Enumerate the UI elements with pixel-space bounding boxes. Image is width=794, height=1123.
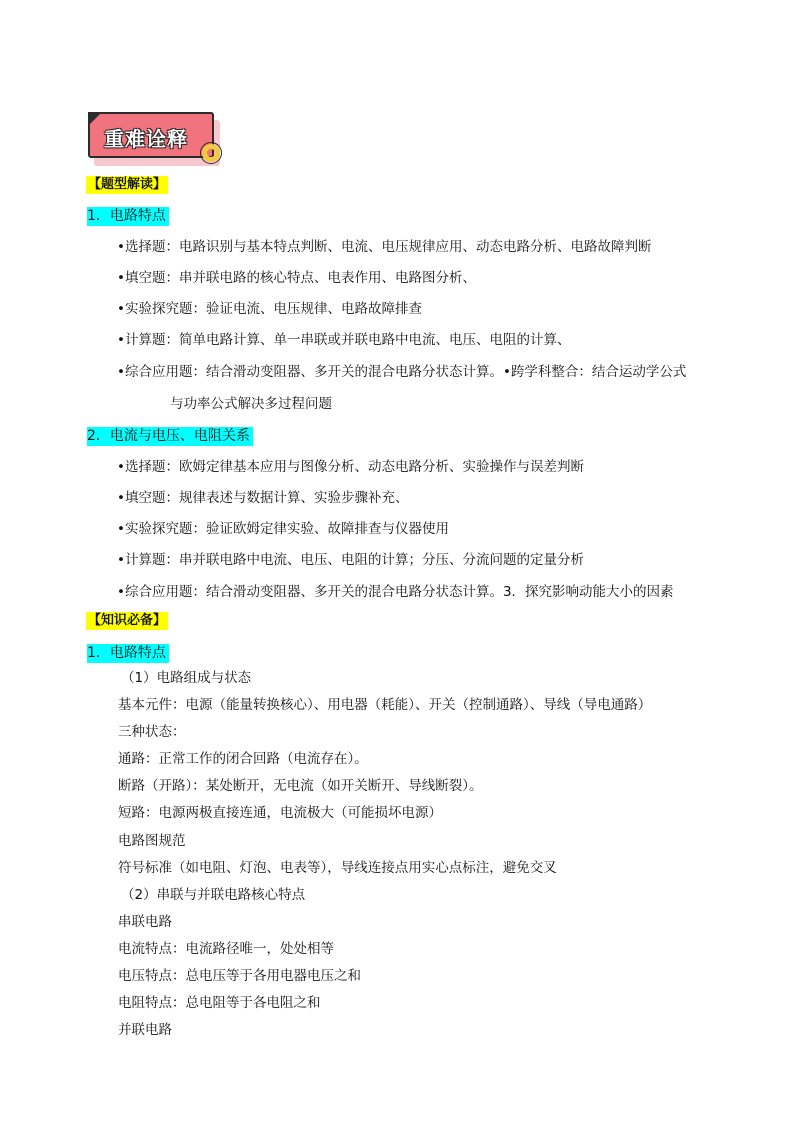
knowledge-line: 串联电路 — [118, 914, 172, 930]
list-item: •计算题：简单电路计算、单一串联或并联电路中电流、电压、电阻的计算、 — [117, 332, 571, 348]
knowledge-line: 电压特点：总电压等于各用电器电压之和 — [118, 968, 361, 984]
banner-title: 重难诠释 — [104, 127, 188, 151]
subheading: （1）电路组成与状态 — [121, 670, 252, 686]
knowledge-line: 符号标准（如电阻、灯泡、电表等），导线连接点用实心点标注，避免交叉 — [118, 860, 557, 876]
knowledge-line: 并联电路 — [118, 1022, 172, 1038]
list-item: •选择题：欧姆定律基本应用与图像分析、动态电路分析、实验操作与误差判断 — [117, 459, 584, 475]
list-item: •计算题：串并联电路中电流、电压、电阻的计算；分压、分流问题的定量分析 — [117, 552, 584, 568]
knowledge-line: 断路（开路）：某处断开，无电流（如开关断开、导线断裂）。 — [118, 778, 483, 794]
list-item: •填空题：规律表述与数据计算、实验步骤补充、 — [117, 490, 409, 506]
subheading: （2）串联与并联电路核心特点 — [121, 887, 306, 903]
knowledge-line: 电流特点：电流路径唯一，处处相等 — [118, 941, 334, 957]
topic-heading-circuit-features-knowledge: 1．电路特点 — [87, 644, 169, 663]
knowledge-line: 基本元件：电源（能量转换核心）、用电器（耗能）、开关（控制通路）、导线（导电通路） — [118, 697, 652, 713]
knowledge-line: 电阻特点：总电阻等于各电阻之和 — [118, 995, 321, 1011]
list-item: •实验探究题：验证欧姆定律实验、故障排查与仪器使用 — [117, 521, 449, 537]
banner-corner — [88, 112, 102, 126]
section-tag-essential-knowledge: 【知识必备】 — [88, 613, 167, 628]
list-item: •综合应用题：结合滑动变阻器、多开关的混合电路分状态计算。3．探究影响动能大小的因素 — [117, 584, 674, 600]
list-item: •填空题：串并联电路的核心特点、电表作用、电路图分析、 — [117, 270, 476, 286]
section-tag-question-types: 【题型解读】 — [88, 177, 167, 192]
banner-box — [88, 112, 214, 158]
knowledge-line: 三种状态： — [118, 724, 186, 740]
list-item: •实验探究题：验证电流、电压规律、电路故障排查 — [117, 301, 422, 317]
topic-heading-circuit-features: 1．电路特点 — [87, 207, 169, 226]
ring-outline — [200, 142, 222, 164]
list-item: •综合应用题：结合滑动变阻器、多开关的混合电路分状态计算。•跨学科整合：结合运动学公式 — [117, 364, 687, 380]
topic-heading-current-voltage-resistance: 2．电流与电压、电阻关系 — [87, 427, 253, 446]
knowledge-line: 通路：正常工作的闭合回路（电流存在）。 — [118, 751, 368, 767]
knowledge-line: 电路图规范 — [118, 833, 186, 849]
knowledge-line: 短路：电源两极直接连通，电流极大（可能损坏电源） — [118, 805, 442, 821]
section-banner — [88, 112, 230, 168]
list-item-continuation: 与功率公式解决多过程问题 — [170, 396, 332, 412]
list-item: •选择题：电路识别与基本特点判断、电流、电压规律应用、动态电路分析、电路故障判断 — [117, 239, 652, 255]
